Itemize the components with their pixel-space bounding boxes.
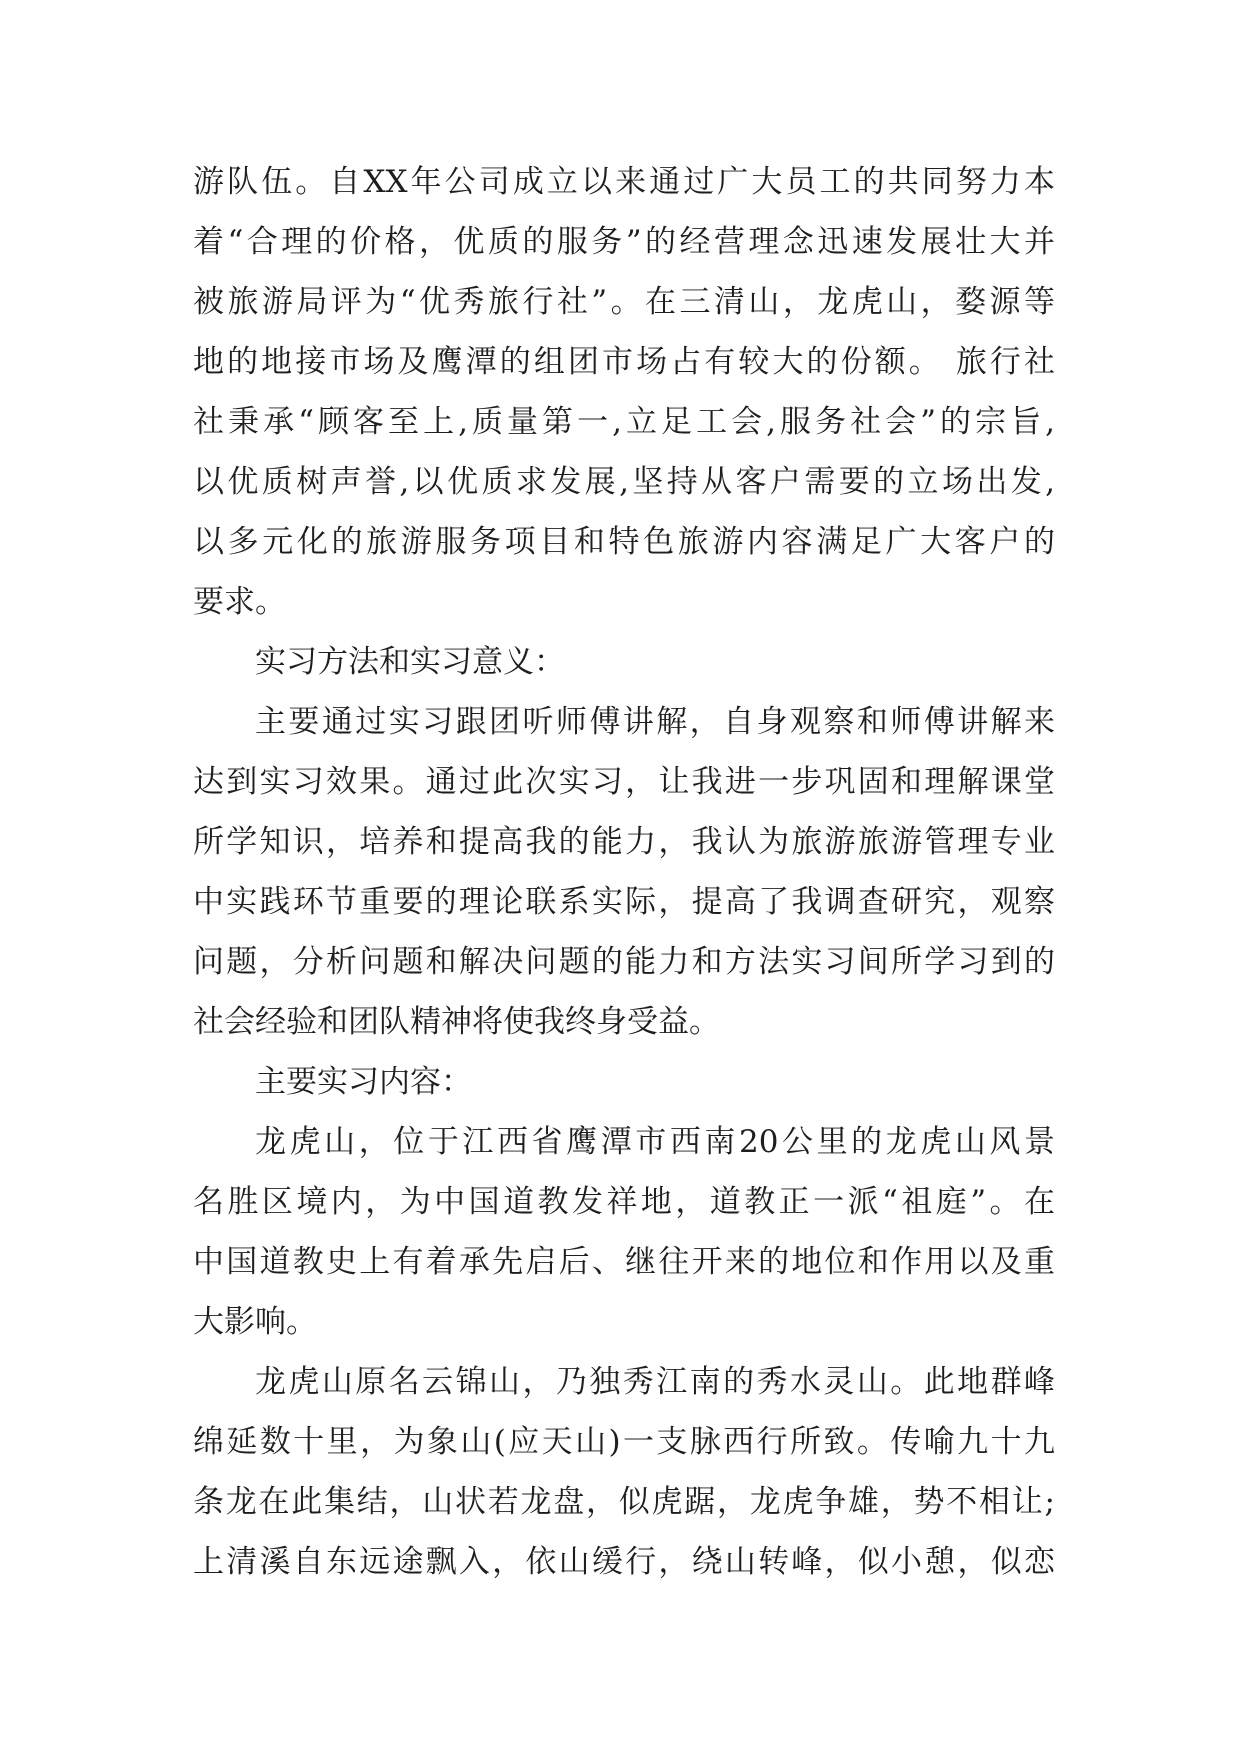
text-line: 要求。 (193, 584, 286, 620)
text-line: 绵延数十里，为象山(应天山)一支脉西行所致。传喻九十九 (193, 1424, 1055, 1460)
text-line: 问题，分析问题和解决问题的能力和方法实习间所学习到的 (193, 944, 1055, 980)
section-heading: 实习方法和实习意义： (255, 644, 565, 680)
text-line: 地的地接市场及鹰潭的组团市场占有较大的份额。 旅行社 (193, 344, 1055, 380)
text-line: 龙虎山原名云锦山，乃独秀江南的秀水灵山。此地群峰 (255, 1364, 1055, 1400)
text-line: 游队伍。自XX年公司成立以来通过广大员工的共同努力本 (193, 164, 1055, 200)
text-line: 社会经验和团队精神将使我终身受益。 (193, 1004, 720, 1040)
text-line: 所学知识，培养和提高我的能力，我认为旅游旅游管理专业 (193, 824, 1055, 860)
text-line: 大影响。 (193, 1304, 317, 1340)
text-line: 以多元化的旅游服务项目和特色旅游内容满足广大客户的 (193, 524, 1055, 560)
text-line: 达到实习效果。通过此次实习，让我进一步巩固和理解课堂 (193, 764, 1055, 800)
text-line: 条龙在此集结，山状若龙盘，似虎踞，龙虎争雄，势不相让; (193, 1484, 1055, 1520)
text-line: 中国道教史上有着承先启后、继往开来的地位和作用以及重 (193, 1244, 1055, 1280)
text-line: 被旅游局评为“优秀旅行社”。在三清山，龙虎山，婺源等 (193, 284, 1055, 320)
text-line: 社秉承“顾客至上,质量第一,立足工会,服务社会”的宗旨, (193, 404, 1055, 440)
body-text (193, 152, 1055, 1592)
text-line: 着“合理的价格，优质的服务”的经营理念迅速发展壮大并 (193, 224, 1055, 260)
text-line: 龙虎山，位于江西省鹰潭市西南20公里的龙虎山风景 (255, 1124, 1055, 1160)
text-line: 上清溪自东远途飘入，依山缓行，绕山转峰，似小憩，似恋 (193, 1544, 1055, 1580)
text-line: 主要通过实习跟团听师傅讲解，自身观察和师傅讲解来 (255, 704, 1055, 740)
section-heading: 主要实习内容： (255, 1064, 472, 1100)
text-line: 名胜区境内，为中国道教发祥地，道教正一派“祖庭”。在 (193, 1184, 1055, 1220)
text-line: 以优质树声誉,以优质求发展,坚持从客户需要的立场出发, (193, 464, 1055, 500)
text-line: 中实践环节重要的理论联系实际，提高了我调查研究，观察 (193, 884, 1055, 920)
